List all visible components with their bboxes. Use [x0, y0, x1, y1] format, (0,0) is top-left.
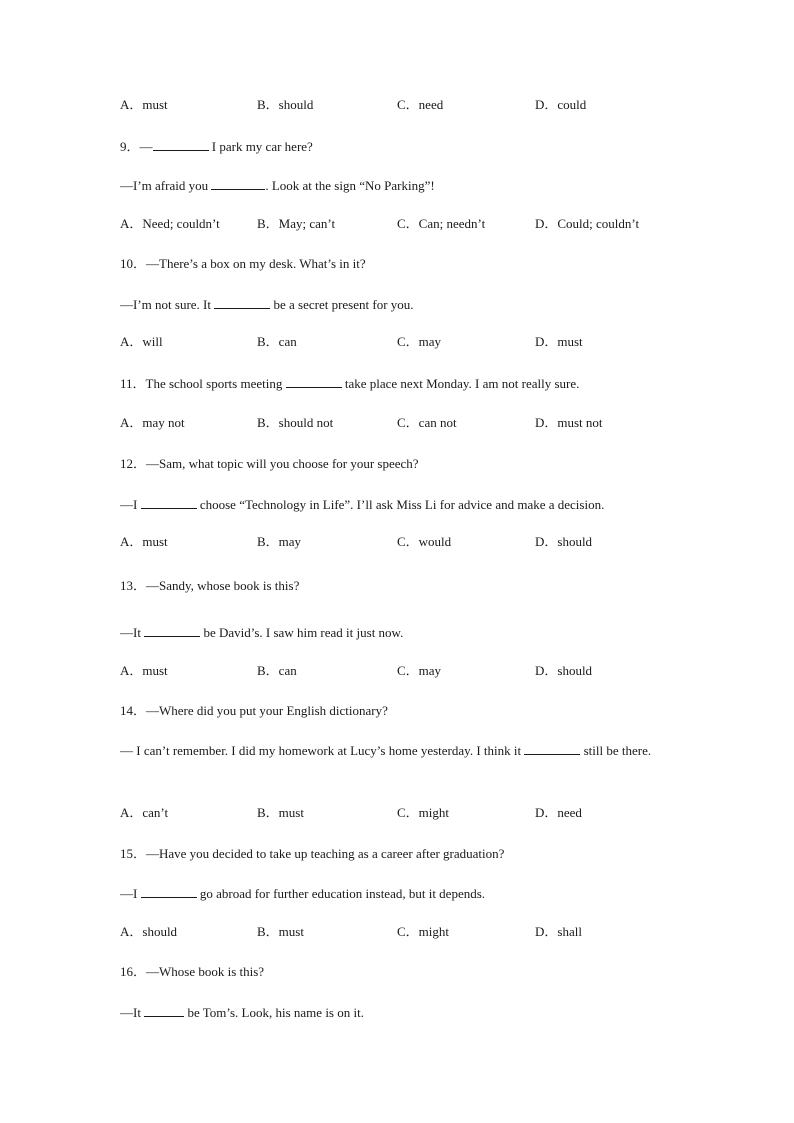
q12-blank[interactable]	[141, 496, 197, 509]
q14-option-d[interactable]: D．need	[535, 805, 582, 820]
q14-reply-pre: — I can’t remember. I did my homework at Lucy’s home yesterday. I think it	[120, 743, 525, 758]
q12-reply-pre: —I	[120, 497, 141, 512]
q9-option-b[interactable]: B．May; can’t	[257, 216, 336, 231]
q13-options	[120, 663, 680, 679]
q12-reply	[120, 496, 680, 513]
q12-reply-post: choose “Technology in Life”. I’ll ask Miss Li for advice and make a decision.	[196, 497, 605, 512]
q8-option-c[interactable]: C．need	[397, 97, 444, 112]
q9-blank[interactable]	[153, 138, 209, 151]
q16-reply-pre: —It	[120, 1005, 145, 1020]
q10-option-c[interactable]: C．may	[397, 334, 442, 349]
q8-option-a[interactable]: A．must	[120, 97, 168, 112]
q10-option-a[interactable]: A．will	[120, 334, 163, 349]
q10-blank[interactable]	[214, 296, 270, 309]
q14-option-c[interactable]: C．might	[397, 805, 450, 820]
q14-options	[120, 805, 680, 821]
q16-reply	[120, 1004, 680, 1021]
q16-reply-post: be Tom’s. Look, his name is on it.	[184, 1005, 364, 1020]
q15-blank[interactable]	[141, 885, 197, 898]
q12-option-c[interactable]: C．would	[397, 534, 452, 549]
q16-stem: 16．—Whose book is this?	[120, 964, 265, 979]
q10-reply	[120, 296, 680, 313]
q13-reply-post: be David’s. I saw him read it just now.	[200, 625, 404, 640]
q10-stem: 10．—There’s a box on my desk. What’s in it?	[120, 256, 366, 271]
q15-reply-post: go abroad for further education instead, but it depends.	[196, 886, 486, 901]
q9-reply	[120, 177, 680, 194]
q16-blank[interactable]	[144, 1004, 184, 1017]
q9-stem	[120, 138, 680, 155]
q15-option-b[interactable]: B．must	[257, 924, 304, 939]
q15-stem: 15．—Have you decided to take up teaching as a career after graduation?	[120, 846, 505, 861]
q9-stem-pre: —	[139, 139, 153, 154]
q15-reply	[120, 885, 680, 902]
q12-stem: 12．—Sam, what topic will you choose for your speech?	[120, 456, 419, 471]
q11-option-d[interactable]: D．must not	[535, 415, 603, 430]
q13-option-c[interactable]: C．may	[397, 663, 442, 678]
q10-reply-post: be a secret present for you.	[270, 297, 414, 312]
q8-option-b[interactable]: B．should	[257, 97, 314, 112]
q12-option-b[interactable]: B．may	[257, 534, 302, 549]
q13-option-a[interactable]: A．must	[120, 663, 168, 678]
q15-option-c[interactable]: C．might	[397, 924, 450, 939]
q10-reply-pre: —I’m not sure. It	[120, 297, 215, 312]
q12-option-a[interactable]: A．must	[120, 534, 168, 549]
q14-reply	[120, 739, 657, 763]
q13-stem: 13．—Sandy, whose book is this?	[120, 578, 300, 593]
q15-option-d[interactable]: D．shall	[535, 924, 582, 939]
q9-reply-blank[interactable]	[211, 177, 265, 190]
q11-option-c[interactable]: C．can not	[397, 415, 457, 430]
q14-blank[interactable]	[524, 742, 580, 755]
q9-stem-post: I park my car here?	[208, 139, 313, 154]
q11-stem-pre: 11．The school sports meeting	[120, 376, 286, 391]
q14-option-b[interactable]: B．must	[257, 805, 304, 820]
q14-reply-post: still be there.	[580, 743, 652, 758]
q13-blank[interactable]	[144, 624, 200, 637]
q9-option-d[interactable]: D．Could; couldn’t	[535, 216, 640, 231]
q8-option-d[interactable]: D．could	[535, 97, 587, 112]
q11-option-b[interactable]: B．should not	[257, 415, 334, 430]
q14-option-a[interactable]: A．can’t	[120, 805, 169, 820]
q9-option-a[interactable]: A．Need; couldn’t	[120, 216, 220, 231]
q10-option-d[interactable]: D．must	[535, 334, 583, 349]
q9-options	[120, 216, 680, 232]
q14-stem: 14．—Where did you put your English dictionary?	[120, 703, 388, 718]
q15-reply-pre: —I	[120, 886, 141, 901]
q13-reply-pre: —It	[120, 625, 145, 640]
q9-option-c[interactable]: C．Can; needn’t	[397, 216, 486, 231]
q13-option-d[interactable]: D．should	[535, 663, 593, 678]
q9-number: 9．	[120, 139, 140, 154]
q11-options	[120, 415, 680, 431]
q11-stem-post: take place next Monday. I am not really sure.	[341, 376, 580, 391]
q15-options	[120, 924, 680, 940]
q10-options	[120, 334, 680, 350]
q11-option-a[interactable]: A．may not	[120, 415, 185, 430]
q9-reply-post: . Look at the sign “No Parking”!	[265, 178, 435, 193]
q15-option-a[interactable]: A．should	[120, 924, 178, 939]
q12-option-d[interactable]: D．should	[535, 534, 593, 549]
q10-option-b[interactable]: B．can	[257, 334, 297, 349]
q11-blank[interactable]	[286, 375, 342, 388]
q13-option-b[interactable]: B．can	[257, 663, 297, 678]
q8-options	[120, 97, 680, 113]
q9-reply-pre: —I’m afraid you	[120, 178, 212, 193]
q11-stem	[120, 375, 680, 392]
q13-reply	[120, 624, 680, 641]
q12-options	[120, 534, 680, 550]
